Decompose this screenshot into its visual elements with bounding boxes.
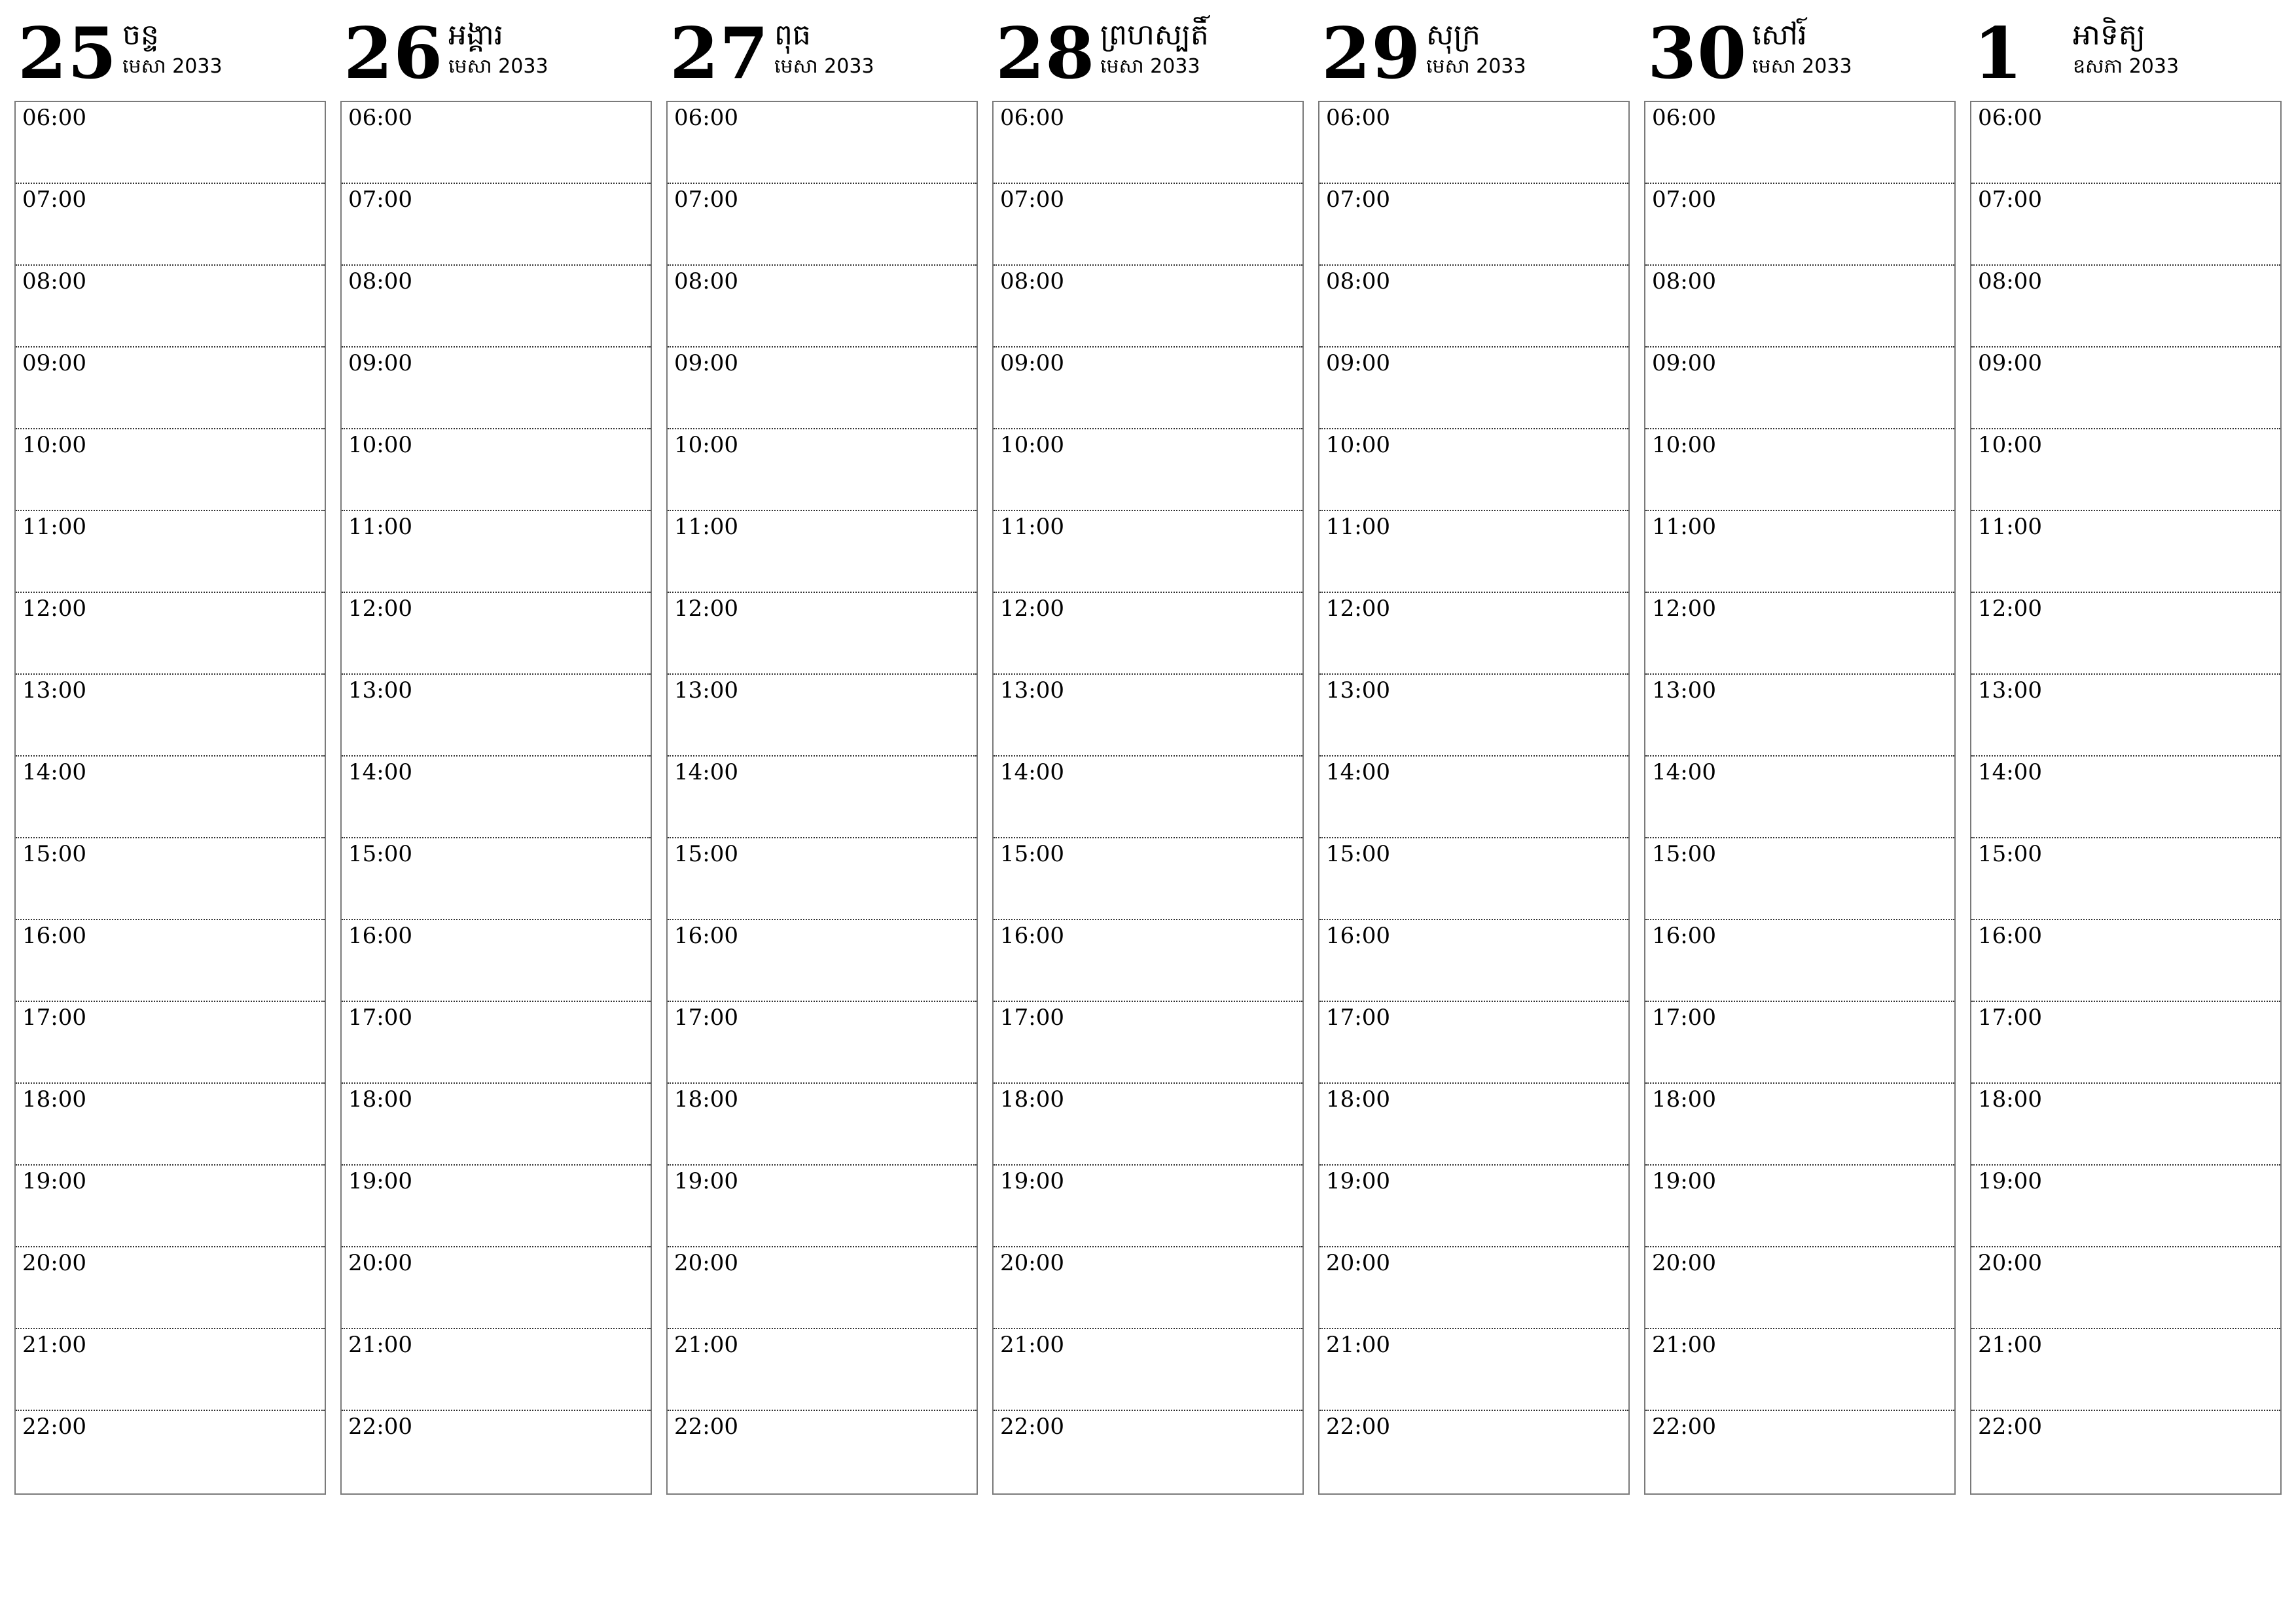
time-label: 21:00 — [1978, 1332, 2042, 1358]
time-label: 12:00 — [1000, 596, 1064, 622]
day-label — [774, 16, 874, 80]
time-slot[interactable] — [668, 429, 977, 511]
time-slot[interactable] — [1645, 511, 1954, 593]
time-slot[interactable] — [1645, 920, 1954, 1002]
time-label: 18:00 — [1652, 1086, 1716, 1113]
time-label: 12:00 — [1652, 596, 1716, 622]
time-label: 09:00 — [22, 350, 86, 376]
day-schedule-box — [340, 101, 652, 1495]
weekday-name: ព្រហស្បតិ៍ — [1100, 18, 1209, 52]
time-slot[interactable] — [668, 1329, 977, 1411]
day-schedule-box — [666, 101, 978, 1495]
time-label: 19:00 — [1326, 1168, 1390, 1194]
time-slot[interactable] — [1645, 184, 1954, 266]
time-slot[interactable] — [1645, 1002, 1954, 1084]
time-slot[interactable] — [342, 920, 651, 1002]
time-label: 13:00 — [348, 677, 412, 704]
time-label: 13:00 — [1326, 677, 1390, 704]
time-slot[interactable] — [16, 429, 325, 511]
time-label: 09:00 — [1978, 350, 2042, 376]
time-slot[interactable] — [16, 675, 325, 757]
time-label: 17:00 — [1652, 1005, 1716, 1031]
time-label: 15:00 — [674, 841, 738, 867]
time-label: 16:00 — [1326, 923, 1390, 949]
time-slot[interactable] — [668, 675, 977, 757]
time-label: 06:00 — [1652, 105, 1716, 131]
time-label: 13:00 — [1978, 677, 2042, 704]
time-label: 17:00 — [22, 1005, 86, 1031]
time-label: 14:00 — [1978, 759, 2042, 785]
time-label: 11:00 — [1652, 514, 1716, 540]
time-slot[interactable] — [1319, 757, 1628, 838]
day-label — [2073, 16, 2179, 80]
time-label: 22:00 — [1000, 1414, 1064, 1440]
day-number: 25 — [18, 12, 118, 95]
time-slot[interactable] — [994, 1411, 1302, 1493]
day-label — [1752, 16, 1852, 80]
time-label: 18:00 — [348, 1086, 412, 1113]
time-slot[interactable] — [668, 184, 977, 266]
time-label: 11:00 — [1000, 514, 1064, 540]
time-label: 06:00 — [348, 105, 412, 131]
time-label: 18:00 — [1000, 1086, 1064, 1113]
time-slot[interactable] — [342, 511, 651, 593]
weekday-name: ចន្ទ — [122, 18, 159, 52]
time-label: 07:00 — [1326, 187, 1390, 213]
day-label — [1100, 16, 1209, 80]
time-label: 09:00 — [1652, 350, 1716, 376]
time-label: 21:00 — [348, 1332, 412, 1358]
time-slot[interactable] — [16, 1002, 325, 1084]
time-slot[interactable] — [342, 1084, 651, 1166]
time-slot[interactable] — [1645, 1166, 1954, 1247]
time-slot[interactable] — [16, 593, 325, 675]
time-slot[interactable] — [994, 675, 1302, 757]
time-label: 17:00 — [1978, 1005, 2042, 1031]
time-label: 18:00 — [22, 1086, 86, 1113]
weekday-name: អង្គារ — [448, 18, 503, 52]
time-slot[interactable] — [1319, 511, 1628, 593]
time-label: 12:00 — [674, 596, 738, 622]
time-label: 08:00 — [674, 268, 738, 294]
time-slot[interactable] — [342, 102, 651, 184]
time-slot[interactable] — [1645, 429, 1954, 511]
month-year: មេសា 2033 — [448, 55, 548, 78]
time-slot[interactable] — [1645, 838, 1954, 920]
time-slot[interactable] — [1971, 1002, 2280, 1084]
time-label: 16:00 — [22, 923, 86, 949]
time-slot[interactable] — [16, 1329, 325, 1411]
time-label: 19:00 — [674, 1168, 738, 1194]
time-slot[interactable] — [16, 838, 325, 920]
time-slot[interactable] — [16, 1247, 325, 1329]
day-number: 30 — [1647, 12, 1748, 95]
time-label: 20:00 — [1652, 1250, 1716, 1276]
time-label: 14:00 — [1326, 759, 1390, 785]
time-label: 19:00 — [1000, 1168, 1064, 1194]
time-label: 16:00 — [1978, 923, 2042, 949]
time-label: 21:00 — [22, 1332, 86, 1358]
day-header — [1973, 12, 2284, 97]
time-label: 08:00 — [1978, 268, 2042, 294]
time-slot[interactable] — [1971, 920, 2280, 1002]
time-label: 19:00 — [1978, 1168, 2042, 1194]
time-label: 20:00 — [674, 1250, 738, 1276]
time-slot[interactable] — [16, 757, 325, 838]
time-slot[interactable] — [1645, 1084, 1954, 1166]
time-label: 10:00 — [1978, 432, 2042, 458]
time-label: 09:00 — [348, 350, 412, 376]
time-label: 21:00 — [1326, 1332, 1390, 1358]
time-label: 19:00 — [22, 1168, 86, 1194]
time-label: 20:00 — [22, 1250, 86, 1276]
time-label: 06:00 — [1000, 105, 1064, 131]
month-year: មេសា 2033 — [122, 55, 223, 78]
time-label: 22:00 — [1326, 1414, 1390, 1440]
time-label: 11:00 — [348, 514, 412, 540]
time-slot[interactable] — [1971, 266, 2280, 348]
day-label — [448, 16, 548, 80]
time-label: 12:00 — [1326, 596, 1390, 622]
time-slot[interactable] — [1971, 348, 2280, 429]
time-label: 11:00 — [1978, 514, 2042, 540]
time-slot[interactable] — [1319, 266, 1628, 348]
time-slot[interactable] — [342, 1247, 651, 1329]
day-number: 29 — [1321, 12, 1422, 95]
day-schedule-box — [1970, 101, 2282, 1495]
time-label: 07:00 — [1652, 187, 1716, 213]
time-slot[interactable] — [342, 593, 651, 675]
time-slot[interactable] — [1971, 838, 2280, 920]
time-label: 14:00 — [674, 759, 738, 785]
time-slot[interactable] — [994, 1329, 1302, 1411]
month-year: មេសា 2033 — [1100, 55, 1200, 78]
time-label: 16:00 — [348, 923, 412, 949]
time-slot[interactable] — [1971, 1329, 2280, 1411]
time-slot[interactable] — [1971, 757, 2280, 838]
day-schedule-box — [14, 101, 326, 1495]
day-header — [1321, 12, 1632, 97]
time-slot[interactable] — [1645, 102, 1954, 184]
time-slot[interactable] — [994, 1084, 1302, 1166]
day-number: 1 — [1973, 12, 2024, 95]
time-slot[interactable] — [342, 675, 651, 757]
time-label: 14:00 — [1652, 759, 1716, 785]
time-slot[interactable] — [342, 838, 651, 920]
time-slot[interactable] — [16, 348, 325, 429]
time-label: 12:00 — [22, 596, 86, 622]
month-year: ឧសភា 2033 — [2073, 55, 2179, 78]
day-label — [122, 16, 223, 80]
time-slot[interactable] — [16, 920, 325, 1002]
time-label: 08:00 — [1326, 268, 1390, 294]
time-label: 20:00 — [1000, 1250, 1064, 1276]
time-slot[interactable] — [994, 593, 1302, 675]
time-slot[interactable] — [16, 511, 325, 593]
day-schedule-box — [1644, 101, 1956, 1495]
time-label: 08:00 — [1652, 268, 1716, 294]
time-slot[interactable] — [994, 511, 1302, 593]
day-number: 27 — [670, 12, 770, 95]
time-label: 15:00 — [1326, 841, 1390, 867]
time-slot[interactable] — [1645, 1411, 1954, 1493]
time-label: 14:00 — [22, 759, 86, 785]
time-slot[interactable] — [1971, 102, 2280, 184]
time-slot[interactable] — [1971, 1084, 2280, 1166]
day-schedule-box — [992, 101, 1304, 1495]
time-label: 21:00 — [674, 1332, 738, 1358]
day-schedule-box — [1318, 101, 1630, 1495]
day-number: 26 — [344, 12, 444, 95]
time-label: 06:00 — [1978, 105, 2042, 131]
time-label: 22:00 — [22, 1414, 86, 1440]
time-slot[interactable] — [1319, 1084, 1628, 1166]
time-slot[interactable] — [1971, 184, 2280, 266]
time-slot[interactable] — [1971, 1166, 2280, 1247]
time-label: 11:00 — [22, 514, 86, 540]
time-slot[interactable] — [994, 184, 1302, 266]
day-number: 28 — [996, 12, 1096, 95]
time-label: 08:00 — [22, 268, 86, 294]
time-slot[interactable] — [1971, 1411, 2280, 1493]
time-label: 20:00 — [1326, 1250, 1390, 1276]
time-label: 17:00 — [1326, 1005, 1390, 1031]
time-label: 15:00 — [348, 841, 412, 867]
time-slot[interactable] — [994, 348, 1302, 429]
time-slot[interactable] — [994, 1247, 1302, 1329]
time-slot[interactable] — [668, 1411, 977, 1493]
time-slot[interactable] — [16, 1411, 325, 1493]
time-label: 07:00 — [22, 187, 86, 213]
day-header — [670, 12, 980, 97]
time-label: 14:00 — [348, 759, 412, 785]
time-label: 22:00 — [674, 1414, 738, 1440]
time-slot[interactable] — [994, 1166, 1302, 1247]
time-slot[interactable] — [668, 348, 977, 429]
time-slot[interactable] — [668, 511, 977, 593]
time-label: 16:00 — [674, 923, 738, 949]
weekday-name: សៅរ៍ — [1752, 18, 1807, 52]
time-label: 08:00 — [1000, 268, 1064, 294]
time-slot[interactable] — [994, 838, 1302, 920]
time-label: 19:00 — [348, 1168, 412, 1194]
time-slot[interactable] — [342, 1166, 651, 1247]
time-label: 13:00 — [22, 677, 86, 704]
time-label: 10:00 — [1652, 432, 1716, 458]
time-label: 07:00 — [674, 187, 738, 213]
time-slot[interactable] — [1645, 266, 1954, 348]
time-label: 22:00 — [1652, 1414, 1716, 1440]
time-label: 11:00 — [1326, 514, 1390, 540]
time-label: 21:00 — [1000, 1332, 1064, 1358]
time-label: 18:00 — [1978, 1086, 2042, 1113]
time-label: 06:00 — [22, 105, 86, 131]
time-slot[interactable] — [342, 757, 651, 838]
time-slot[interactable] — [1319, 675, 1628, 757]
time-label: 15:00 — [1652, 841, 1716, 867]
time-label: 18:00 — [1326, 1086, 1390, 1113]
time-label: 06:00 — [674, 105, 738, 131]
day-header — [18, 12, 329, 97]
time-slot[interactable] — [16, 1166, 325, 1247]
time-slot[interactable] — [1971, 511, 2280, 593]
time-label: 12:00 — [348, 596, 412, 622]
time-label: 09:00 — [1326, 350, 1390, 376]
time-slot[interactable] — [1971, 593, 2280, 675]
time-label: 07:00 — [348, 187, 412, 213]
weekday-name: ពុធ — [774, 18, 811, 52]
time-label: 17:00 — [674, 1005, 738, 1031]
time-slot[interactable] — [342, 266, 651, 348]
time-label: 09:00 — [1000, 350, 1064, 376]
time-slot[interactable] — [16, 266, 325, 348]
time-label: 20:00 — [348, 1250, 412, 1276]
time-label: 17:00 — [1000, 1005, 1064, 1031]
month-year: មេសា 2033 — [774, 55, 874, 78]
day-header — [996, 12, 1306, 97]
time-label: 22:00 — [1978, 1414, 2042, 1440]
time-slot[interactable] — [1319, 1166, 1628, 1247]
time-label: 12:00 — [1978, 596, 2042, 622]
time-label: 16:00 — [1000, 923, 1064, 949]
time-label: 06:00 — [1326, 105, 1390, 131]
time-slot[interactable] — [342, 1411, 651, 1493]
time-slot[interactable] — [668, 593, 977, 675]
time-label: 17:00 — [348, 1005, 412, 1031]
time-slot[interactable] — [668, 102, 977, 184]
time-slot[interactable] — [342, 1002, 651, 1084]
day-label — [1426, 16, 1526, 80]
time-slot[interactable] — [342, 1329, 651, 1411]
time-slot[interactable] — [668, 1002, 977, 1084]
time-label: 07:00 — [1978, 187, 2042, 213]
time-label: 18:00 — [674, 1086, 738, 1113]
time-slot[interactable] — [994, 1002, 1302, 1084]
time-label: 15:00 — [1000, 841, 1064, 867]
time-label: 09:00 — [674, 350, 738, 376]
time-slot[interactable] — [1319, 184, 1628, 266]
time-label: 16:00 — [1652, 923, 1716, 949]
time-slot[interactable] — [668, 757, 977, 838]
time-label: 20:00 — [1978, 1250, 2042, 1276]
time-slot[interactable] — [668, 838, 977, 920]
time-slot[interactable] — [342, 184, 651, 266]
time-label: 14:00 — [1000, 759, 1064, 785]
time-slot[interactable] — [1319, 348, 1628, 429]
time-label: 10:00 — [348, 432, 412, 458]
time-label: 11:00 — [674, 514, 738, 540]
time-slot[interactable] — [994, 102, 1302, 184]
day-header — [1647, 12, 1958, 97]
time-slot[interactable] — [994, 266, 1302, 348]
time-slot[interactable] — [1319, 1002, 1628, 1084]
time-slot[interactable] — [1319, 1411, 1628, 1493]
time-slot[interactable] — [668, 266, 977, 348]
time-slot[interactable] — [342, 429, 651, 511]
time-label: 10:00 — [674, 432, 738, 458]
time-slot[interactable] — [1971, 1247, 2280, 1329]
time-slot[interactable] — [342, 348, 651, 429]
time-slot[interactable] — [668, 1084, 977, 1166]
time-slot[interactable] — [16, 102, 325, 184]
time-label: 07:00 — [1000, 187, 1064, 213]
time-slot[interactable] — [668, 920, 977, 1002]
time-slot[interactable] — [1319, 1329, 1628, 1411]
time-label: 15:00 — [1978, 841, 2042, 867]
time-slot[interactable] — [1645, 1247, 1954, 1329]
time-label: 22:00 — [348, 1414, 412, 1440]
time-label: 13:00 — [674, 677, 738, 704]
time-label: 13:00 — [1000, 677, 1064, 704]
time-slot[interactable] — [16, 1084, 325, 1166]
time-slot[interactable] — [1319, 429, 1628, 511]
time-slot[interactable] — [1645, 675, 1954, 757]
weekday-name: អាទិត្យ — [2073, 18, 2145, 52]
time-slot[interactable] — [1319, 920, 1628, 1002]
time-slot[interactable] — [1645, 757, 1954, 838]
time-label: 19:00 — [1652, 1168, 1716, 1194]
weekday-name: សុក្រ — [1426, 18, 1480, 52]
time-slot[interactable] — [1319, 102, 1628, 184]
time-label: 10:00 — [1326, 432, 1390, 458]
time-slot[interactable] — [994, 757, 1302, 838]
time-label: 10:00 — [1000, 432, 1064, 458]
time-slot[interactable] — [994, 429, 1302, 511]
month-year: មេសា 2033 — [1426, 55, 1526, 78]
time-slot[interactable] — [1971, 675, 2280, 757]
time-slot[interactable] — [1319, 838, 1628, 920]
time-slot[interactable] — [1319, 1247, 1628, 1329]
time-label: 08:00 — [348, 268, 412, 294]
time-slot[interactable] — [1645, 348, 1954, 429]
month-year: មេសា 2033 — [1752, 55, 1852, 78]
time-slot[interactable] — [668, 1166, 977, 1247]
time-slot[interactable] — [668, 1247, 977, 1329]
time-slot[interactable] — [1645, 593, 1954, 675]
time-label: 10:00 — [22, 432, 86, 458]
time-label: 21:00 — [1652, 1332, 1716, 1358]
time-slot[interactable] — [1319, 593, 1628, 675]
time-slot[interactable] — [994, 920, 1302, 1002]
time-slot[interactable] — [1645, 1329, 1954, 1411]
time-slot[interactable] — [1971, 429, 2280, 511]
day-header — [344, 12, 655, 97]
time-label: 15:00 — [22, 841, 86, 867]
time-slot[interactable] — [16, 184, 325, 266]
time-label: 13:00 — [1652, 677, 1716, 704]
